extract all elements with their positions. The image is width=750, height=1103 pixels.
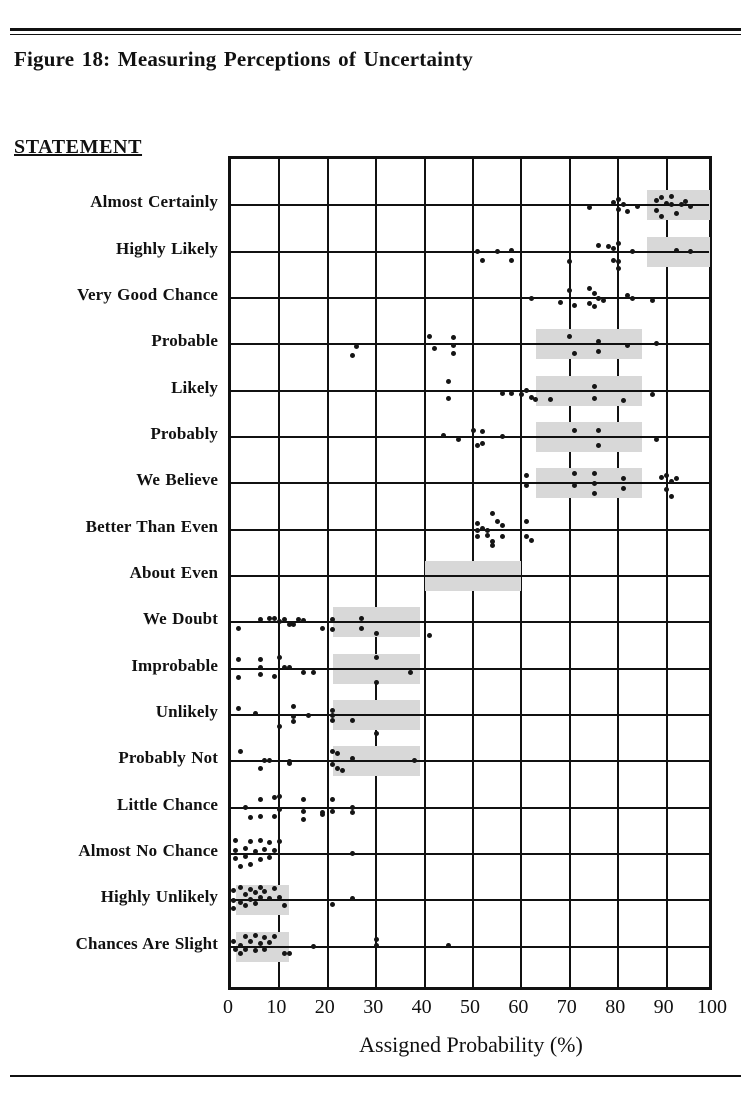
- data-dot: [330, 708, 335, 713]
- probability-grid: [228, 156, 712, 990]
- data-dot: [248, 815, 253, 820]
- data-dot: [231, 898, 236, 903]
- data-dot: [567, 334, 572, 339]
- data-dot: [267, 758, 272, 763]
- data-dot: [630, 296, 635, 301]
- statement-label: Chances Are Slight: [75, 934, 218, 953]
- data-dot: [480, 258, 485, 263]
- data-dot: [509, 248, 514, 253]
- data-dot: [301, 618, 306, 623]
- data-dot: [616, 259, 621, 264]
- statement-label: Probably Not: [118, 748, 218, 767]
- data-dot: [248, 897, 253, 902]
- data-dot: [650, 298, 655, 303]
- data-dot: [451, 335, 456, 340]
- data-dot: [592, 481, 597, 486]
- data-dot: [654, 208, 659, 213]
- data-dot: [592, 491, 597, 496]
- data-dot: [340, 768, 345, 773]
- data-dot: [432, 346, 437, 351]
- data-dot: [262, 889, 267, 894]
- data-dot: [480, 429, 485, 434]
- data-dot: [330, 617, 335, 622]
- data-dot: [291, 719, 296, 724]
- data-dot: [272, 674, 277, 679]
- data-dot: [475, 534, 480, 539]
- data-dot: [231, 939, 236, 944]
- data-dot: [277, 655, 282, 660]
- data-dot: [311, 944, 316, 949]
- data-dot: [253, 948, 258, 953]
- data-dot: [330, 713, 335, 718]
- data-dot: [475, 249, 480, 254]
- data-dot: [572, 483, 577, 488]
- data-dot: [500, 391, 505, 396]
- data-dot: [320, 626, 325, 631]
- data-dot: [664, 473, 669, 478]
- data-dot: [500, 523, 505, 528]
- data-dot: [282, 617, 287, 622]
- x-tick-label: 10: [266, 996, 287, 1018]
- data-dot: [572, 351, 577, 356]
- x-tick-label: 80: [605, 996, 626, 1018]
- data-dot: [669, 494, 674, 499]
- data-dot: [258, 797, 263, 802]
- gridline-horizontal: [231, 714, 709, 716]
- gridline-horizontal: [231, 760, 709, 762]
- gridline-vertical: [666, 159, 668, 987]
- data-dot: [519, 392, 524, 397]
- data-dot: [258, 941, 263, 946]
- data-dot: [572, 303, 577, 308]
- data-dot: [674, 476, 679, 481]
- data-dot: [236, 675, 241, 680]
- data-dot: [287, 951, 292, 956]
- data-dot: [664, 487, 669, 492]
- x-tick-label: 20: [314, 996, 335, 1018]
- statement-label: Almost Certainly: [90, 192, 218, 211]
- data-dot: [330, 797, 335, 802]
- data-dot: [451, 351, 456, 356]
- data-dot: [500, 534, 505, 539]
- data-dot: [533, 397, 538, 402]
- data-dot: [688, 249, 693, 254]
- data-dot: [408, 670, 413, 675]
- data-dot: [238, 864, 243, 869]
- data-dot: [301, 817, 306, 822]
- data-dot: [480, 441, 485, 446]
- gridline-horizontal: [231, 899, 709, 901]
- data-dot: [272, 848, 277, 853]
- data-dot: [291, 622, 296, 627]
- data-dot: [248, 839, 253, 844]
- gridline-horizontal: [231, 946, 709, 948]
- data-dot: [330, 902, 335, 907]
- gridline-horizontal: [231, 436, 709, 438]
- bottom-rule: [10, 1075, 741, 1077]
- data-dot: [596, 443, 601, 448]
- data-dot: [625, 343, 630, 348]
- data-dot: [529, 296, 534, 301]
- gridline-vertical: [569, 159, 571, 987]
- top-rule-thick: [10, 28, 741, 31]
- x-axis-title: Assigned Probability (%): [359, 1032, 583, 1057]
- x-tick-label: 90: [653, 996, 674, 1018]
- data-dot: [253, 901, 258, 906]
- data-dot: [350, 353, 355, 358]
- gridline-vertical: [617, 159, 619, 987]
- data-dot: [330, 627, 335, 632]
- data-dot: [267, 896, 272, 901]
- data-dot: [262, 847, 267, 852]
- statement-column-header: STATEMENT: [14, 136, 143, 158]
- data-dot: [233, 838, 238, 843]
- data-dot: [616, 207, 621, 212]
- data-dot: [238, 885, 243, 890]
- data-dot: [350, 810, 355, 815]
- data-dot: [621, 476, 626, 481]
- data-dot: [654, 341, 659, 346]
- data-dot: [330, 762, 335, 767]
- data-dot: [258, 838, 263, 843]
- data-dot: [611, 200, 616, 205]
- data-dot: [485, 533, 490, 538]
- data-dot: [616, 197, 621, 202]
- data-dot: [621, 398, 626, 403]
- data-dot: [495, 519, 500, 524]
- data-dot: [238, 749, 243, 754]
- data-dot: [359, 626, 364, 631]
- data-dot: [446, 396, 451, 401]
- data-dot: [587, 286, 592, 291]
- data-dot: [596, 349, 601, 354]
- data-dot: [587, 301, 592, 306]
- data-dot: [248, 939, 253, 944]
- statement-label: Very Good Chance: [77, 285, 218, 304]
- data-dot: [412, 758, 417, 763]
- data-dot: [282, 903, 287, 908]
- top-rule-thin: [10, 34, 741, 35]
- data-dot: [350, 756, 355, 761]
- data-dot: [282, 951, 287, 956]
- gridline-horizontal: [231, 482, 709, 484]
- data-dot: [258, 672, 263, 677]
- data-dot: [524, 483, 529, 488]
- data-dot: [674, 211, 679, 216]
- gridline-horizontal: [231, 343, 709, 345]
- x-tick-label: 70: [556, 996, 577, 1018]
- data-dot: [596, 243, 601, 248]
- data-dot: [267, 940, 272, 945]
- data-dot: [287, 665, 292, 670]
- data-dot: [258, 814, 263, 819]
- data-dot: [231, 906, 236, 911]
- data-dot: [374, 655, 379, 660]
- gridline-vertical: [278, 159, 280, 987]
- data-dot: [485, 528, 490, 533]
- statement-label: Better Than Even: [85, 517, 218, 536]
- data-dot: [350, 851, 355, 856]
- data-dot: [262, 947, 267, 952]
- data-dot: [621, 202, 626, 207]
- data-dot: [548, 397, 553, 402]
- statement-label: Probably: [150, 424, 218, 443]
- data-dot: [243, 947, 248, 952]
- data-dot: [524, 473, 529, 478]
- data-dot: [258, 617, 263, 622]
- data-dot: [659, 214, 664, 219]
- data-dot: [490, 511, 495, 516]
- data-dot: [475, 521, 480, 526]
- data-dot: [567, 259, 572, 264]
- data-dot: [272, 814, 277, 819]
- data-dot: [233, 856, 238, 861]
- data-dot: [654, 437, 659, 442]
- data-dot: [635, 204, 640, 209]
- data-dot: [253, 933, 258, 938]
- data-dot: [287, 761, 292, 766]
- data-dot: [236, 626, 241, 631]
- data-dot: [311, 670, 316, 675]
- data-dot: [258, 895, 263, 900]
- statement-label: Improbable: [131, 656, 218, 675]
- data-dot: [427, 633, 432, 638]
- data-dot: [659, 195, 664, 200]
- statement-label: Almost No Chance: [78, 841, 218, 860]
- data-dot: [233, 947, 238, 952]
- gridline-horizontal: [231, 390, 709, 392]
- data-dot: [243, 934, 248, 939]
- statement-label: Likely: [171, 378, 218, 397]
- data-dot: [233, 848, 238, 853]
- data-dot: [374, 943, 379, 948]
- gridline-horizontal: [231, 529, 709, 531]
- data-dot: [625, 209, 630, 214]
- x-tick-label: 50: [460, 996, 480, 1018]
- data-dot: [616, 241, 621, 246]
- data-dot: [354, 344, 359, 349]
- data-dot: [650, 392, 655, 397]
- gridline-vertical: [375, 159, 377, 987]
- data-dot: [446, 943, 451, 948]
- x-tick-label: 40: [411, 996, 432, 1018]
- data-dot: [587, 205, 592, 210]
- statement-label: Probable: [151, 331, 218, 350]
- data-dot: [236, 657, 241, 662]
- data-dot: [446, 379, 451, 384]
- data-dot: [621, 486, 626, 491]
- data-dot: [630, 249, 635, 254]
- data-dot: [253, 849, 258, 854]
- data-dot: [262, 935, 267, 940]
- data-dot: [277, 839, 282, 844]
- statement-label: Unlikely: [155, 702, 218, 721]
- data-dot: [272, 934, 277, 939]
- x-tick-label: 100: [697, 996, 727, 1018]
- data-dot: [272, 886, 277, 891]
- data-dot: [301, 797, 306, 802]
- data-dot: [282, 665, 287, 670]
- data-dot: [243, 854, 248, 859]
- data-dot: [529, 538, 534, 543]
- data-dot: [248, 887, 253, 892]
- statement-label: We Doubt: [142, 609, 218, 628]
- data-dot: [330, 718, 335, 723]
- statement-label: We Believe: [136, 470, 218, 489]
- data-dot: [669, 202, 674, 207]
- data-dot: [669, 194, 674, 199]
- data-dot: [611, 246, 616, 251]
- gridline-horizontal: [231, 297, 709, 299]
- data-dot: [291, 714, 296, 719]
- data-dot: [688, 204, 693, 209]
- statement-label: About Even: [129, 563, 218, 582]
- data-dot: [277, 794, 282, 799]
- data-dot: [509, 258, 514, 263]
- data-dot: [427, 334, 432, 339]
- data-dot: [524, 519, 529, 524]
- data-dot: [471, 428, 476, 433]
- data-dot: [335, 751, 340, 756]
- statement-label: Highly Unlikely: [100, 887, 218, 906]
- data-dot: [601, 298, 606, 303]
- data-dot: [238, 943, 243, 948]
- data-dot: [451, 343, 456, 348]
- data-dot: [592, 471, 597, 476]
- data-dot: [301, 670, 306, 675]
- data-dot: [231, 888, 236, 893]
- data-dot: [524, 388, 529, 393]
- data-dot: [592, 396, 597, 401]
- data-dot: [238, 951, 243, 956]
- data-dot: [243, 846, 248, 851]
- data-dot: [258, 766, 263, 771]
- data-dot: [374, 631, 379, 636]
- statement-label: Highly Likely: [116, 239, 218, 258]
- data-dot: [258, 657, 263, 662]
- data-dot: [616, 266, 621, 271]
- x-tick-label: 30: [363, 996, 384, 1018]
- data-dot: [374, 937, 379, 942]
- data-dot: [524, 534, 529, 539]
- data-dot: [509, 391, 514, 396]
- data-dot: [350, 896, 355, 901]
- statement-label: Little Chance: [117, 795, 218, 814]
- data-dot: [596, 428, 601, 433]
- gridline-horizontal: [231, 575, 709, 577]
- data-dot: [567, 288, 572, 293]
- data-dot: [374, 731, 379, 736]
- data-dot: [306, 713, 311, 718]
- data-dot: [243, 892, 248, 897]
- data-dot: [258, 665, 263, 670]
- data-dot: [253, 711, 258, 716]
- data-dot: [592, 291, 597, 296]
- data-dot: [558, 300, 563, 305]
- data-dot: [500, 434, 505, 439]
- data-dot: [592, 384, 597, 389]
- data-dot: [674, 248, 679, 253]
- data-dot: [592, 304, 597, 309]
- data-dot: [456, 437, 461, 442]
- data-dot: [374, 680, 379, 685]
- data-dot: [330, 809, 335, 814]
- figure-caption: Figure 18: Measuring Perceptions of Uncertainty: [14, 47, 473, 71]
- data-dot: [253, 890, 258, 895]
- data-dot: [277, 807, 282, 812]
- gridline-horizontal: [231, 853, 709, 855]
- gridline-horizontal: [231, 251, 709, 253]
- data-dot: [596, 339, 601, 344]
- x-tick-label: 0: [223, 996, 233, 1018]
- gridline-vertical: [327, 159, 329, 987]
- data-dot: [572, 428, 577, 433]
- data-dot: [243, 903, 248, 908]
- data-dot: [350, 805, 355, 810]
- data-dot: [248, 862, 253, 867]
- data-dot: [277, 724, 282, 729]
- x-tick-label: 60: [508, 996, 529, 1018]
- data-dot: [301, 809, 306, 814]
- data-dot: [490, 543, 495, 548]
- data-dot: [359, 616, 364, 621]
- data-dot: [572, 471, 577, 476]
- data-dot: [350, 718, 355, 723]
- data-dot: [277, 895, 282, 900]
- data-dot: [258, 857, 263, 862]
- data-dot: [495, 249, 500, 254]
- data-dot: [267, 840, 272, 845]
- data-dot: [243, 805, 248, 810]
- data-dot: [291, 704, 296, 709]
- data-dot: [267, 855, 272, 860]
- data-dot: [236, 706, 241, 711]
